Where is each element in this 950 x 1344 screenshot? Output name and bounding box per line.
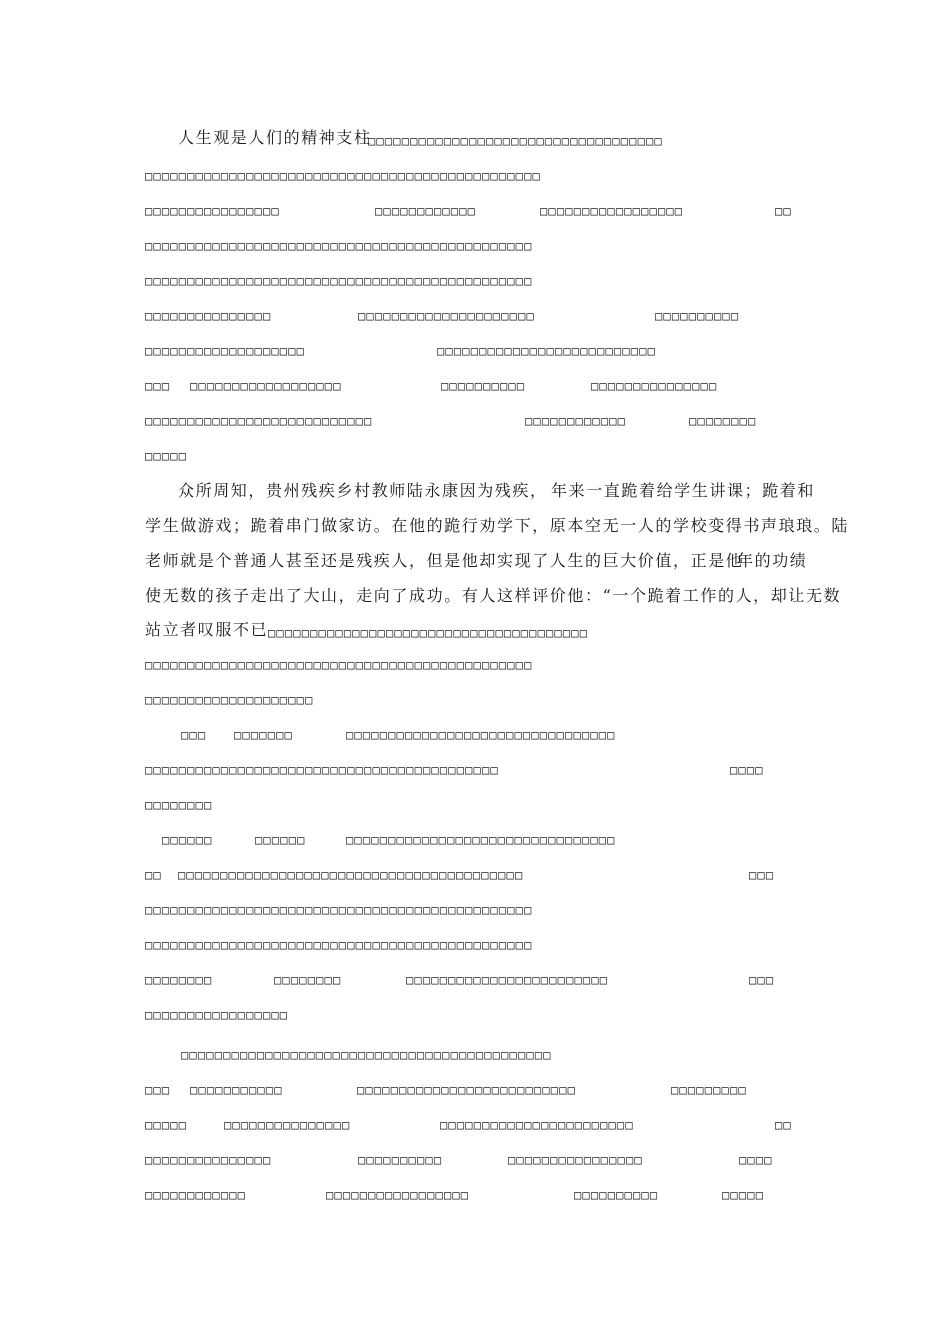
- text-run: 年来一直跪着给学生讲课；跪着和: [551, 481, 816, 500]
- garbled-text-run: □□□: [145, 1083, 171, 1097]
- garbled-text-run: □□□□□□□□□□□□□□□□□□□□□□□□□□□□□□□□□□□□□□□□□□: [145, 763, 499, 777]
- text-run: 人生观是人们的精神支柱: [178, 128, 372, 147]
- garbled-text-run: □□□□□: [145, 449, 188, 463]
- text-line: [0, 442, 950, 464]
- text-line: [0, 966, 950, 988]
- garbled-text-run: □□□□□□□□□□□□□□□□□□□□□□□□□□: [357, 1083, 577, 1097]
- garbled-text-run: □□□: [145, 379, 171, 393]
- garbled-text-run: □□□: [181, 728, 207, 742]
- text-line: [0, 651, 950, 673]
- text-line: [0, 337, 950, 359]
- garbled-text-run: □□□□□□□□□□□□□□□□□□□□□□□□□□: [437, 344, 657, 358]
- text-line: [0, 826, 950, 848]
- text-line: [0, 197, 950, 219]
- garbled-text-run: □□□□□□□□□□: [655, 309, 740, 323]
- garbled-text-run: □□: [775, 1118, 792, 1132]
- garbled-text-run: □□□□□□□□□□□□□□□□□□□□□□□□: [406, 973, 609, 987]
- garbled-text-run: □□□□□□□□□□□□□□□□□□□□□□□□□□□□□□□□: [346, 833, 616, 847]
- garbled-text-run: □□: [775, 204, 792, 218]
- garbled-text-run: □□□□□□□□□□□□□□□□□□□□□: [358, 309, 535, 323]
- garbled-text-run: □□□□□□□□: [145, 798, 213, 812]
- text-run: 老师就是个普通人甚至还是残疾人，但是他却实现了人生的巨大价值，正是他: [145, 551, 744, 570]
- text-run: 站立者叹服不已: [145, 620, 269, 639]
- text-run: 众所周知，贵州残疾乡村教师陆永康因为残疾，: [178, 481, 548, 500]
- garbled-text-run: □□□□□□□□□□□□: [375, 204, 477, 218]
- text-line: [0, 931, 950, 953]
- garbled-text-run: □□□□□□□□□□□□□□□□□: [540, 204, 684, 218]
- text-line: [0, 515, 950, 537]
- text-line: [0, 1146, 950, 1168]
- garbled-text-run: □□□□□: [145, 1118, 188, 1132]
- garbled-text-run: □□□□: [730, 763, 764, 777]
- text-run: 使无数的孩子走出了大山，走向了成功。有人这样评价他：“一个跪着工作的人，却让无数: [145, 586, 842, 605]
- garbled-text-run: □□□□□□□□□□□□□□□: [591, 379, 718, 393]
- garbled-text-run: □□□□□□□□□□□□□□□□□□□□: [145, 693, 314, 707]
- garbled-text-run: □□□□□□□□□□□□□□□□□□: [190, 379, 342, 393]
- text-line: [0, 267, 950, 289]
- garbled-text-run: □□□□□□□: [234, 728, 293, 742]
- text-line: [0, 407, 950, 429]
- garbled-text-run: □□□□□□□□□□□□: [145, 1188, 247, 1202]
- garbled-text-run: □□□□□□: [162, 833, 213, 847]
- garbled-text-run: □□□□□□□□: [689, 414, 757, 428]
- garbled-text-run: □□□□□□□□□□□□□□□: [145, 1153, 272, 1167]
- garbled-text-run: □□□□□□□□□□□□□□□□□□□□□□□□□□□□□□□□□□□: [368, 134, 663, 148]
- text-line: [0, 480, 950, 502]
- garbled-text-run: □□□: [749, 868, 775, 882]
- text-line: [0, 1111, 950, 1133]
- garbled-text-run: □□: [145, 868, 162, 882]
- garbled-text-run: □□□□□□□□□□□□□□□□□: [145, 1008, 289, 1022]
- garbled-text-run: □□□□□□□□□□□□□□□□□□□□□□□□□□□: [145, 414, 373, 428]
- garbled-text-run: □□□□□□□□□□□□□□□□: [508, 1153, 643, 1167]
- garbled-text-run: □□□□□□□□: [145, 973, 213, 987]
- text-line: [0, 550, 950, 572]
- text-line: [0, 1001, 950, 1023]
- text-line: [0, 1181, 950, 1203]
- text-line: [0, 721, 950, 743]
- garbled-text-run: □□□□□□□□□□□□□□□: [145, 309, 272, 323]
- garbled-text-run: □□□□□□□□: [274, 973, 342, 987]
- garbled-text-run: □□□□□□□□□□□□□□□□□□□□□□□□□□□□□□□□□□□□□□□□□: [178, 868, 524, 882]
- text-line: [0, 1076, 950, 1098]
- text-line: [0, 1041, 950, 1063]
- text-run: 年的功绩: [737, 551, 808, 570]
- garbled-text-run: □□□□□□□□□□□□□□□□□□□□□□□□□□□□□□□□: [346, 728, 616, 742]
- garbled-text-run: □□□□□□□□□□□□□□□□□: [326, 1188, 470, 1202]
- text-line: [0, 302, 950, 324]
- garbled-text-run: □□□□□□□□□□□□□□□□□□□□□□□□□□□□□□□□□□□□□□□□□□□□□□□: [145, 169, 541, 183]
- garbled-text-run: □□□□□□□□□□□: [190, 1083, 283, 1097]
- text-line: [0, 861, 950, 883]
- garbled-text-run: □□□□□□□□□□□□□□□□□□□□□□□: [440, 1118, 634, 1132]
- garbled-text-run: □□□□□□□□□□□□□□□□□□□□□□□□□□□□□□□□□□□□□□: [268, 626, 589, 640]
- text-line: [0, 127, 950, 149]
- text-run: 学生做游戏；跪着串门做家访。在他的跪行劝学下，原本空无一人的学校变得书声琅琅。陆: [145, 516, 850, 535]
- garbled-text-run: □□□□□□□□□□□□□□□□□□□□□□□□□□□□□□□□□□□□□□□□□□□□□□: [145, 903, 533, 917]
- garbled-text-run: □□□: [749, 973, 775, 987]
- garbled-text-run: □□□□□□□□□□□□□□□□□□□: [145, 344, 306, 358]
- garbled-text-run: □□□□□□□□□□□□□□□□□□□□□□□□□□□□□□□□□□□□□□□□□□□□□□: [145, 938, 533, 952]
- garbled-text-run: □□□□: [739, 1153, 773, 1167]
- garbled-text-run: □□□□□□□□□□□□□□□□□□□□□□□□□□□□□□□□□□□□□□□□□□□□□□: [145, 239, 533, 253]
- garbled-text-run: □□□□□□□□□□□□□□□□□□□□□□□□□□□□□□□□□□□□□□□□□□□□□□: [145, 274, 533, 288]
- text-line: [0, 232, 950, 254]
- garbled-text-run: □□□□□□□□□□□□: [525, 414, 627, 428]
- garbled-text-run: □□□□□□□□□□□□□□□□□□□□□□□□□□□□□□□□□□□□□□□□□□□□: [181, 1048, 552, 1062]
- text-line: [0, 619, 950, 641]
- garbled-text-run: □□□□□□□□□□: [441, 379, 526, 393]
- garbled-text-run: □□□□□□□□□□□□□□□□□□□□□□□□□□□□□□□□□□□□□□□□□□□□□□: [145, 658, 533, 672]
- text-line: [0, 896, 950, 918]
- garbled-text-run: □□□□□□: [255, 833, 306, 847]
- garbled-text-run: □□□□□□□□□□□□□□□□: [145, 204, 280, 218]
- garbled-text-run: □□□□□□□□□□: [358, 1153, 443, 1167]
- text-line: [0, 162, 950, 184]
- text-line: [0, 686, 950, 708]
- garbled-text-run: □□□□□□□□□: [671, 1083, 747, 1097]
- garbled-text-run: □□□□□□□□□□□□□□□: [224, 1118, 351, 1132]
- text-line: [0, 756, 950, 778]
- text-line: [0, 372, 950, 394]
- garbled-text-run: □□□□□□□□□□: [574, 1188, 659, 1202]
- text-line: [0, 585, 950, 607]
- garbled-text-run: □□□□□: [722, 1188, 765, 1202]
- text-line: [0, 791, 950, 813]
